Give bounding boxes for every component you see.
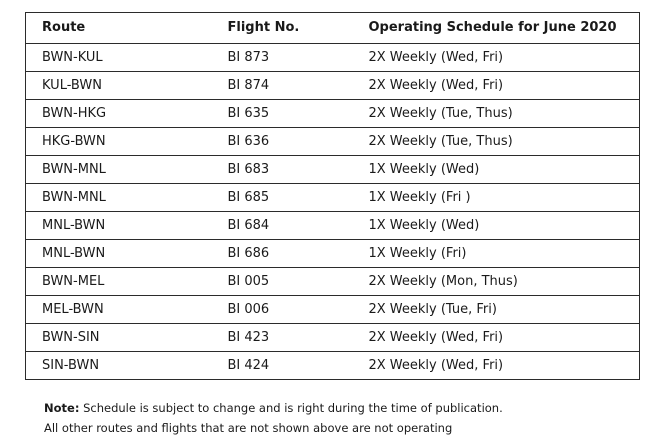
table-row xyxy=(26,184,640,212)
table-row xyxy=(26,100,640,128)
flight-no-cell: BI 423 xyxy=(220,324,365,352)
route-cell: HKG-BWN xyxy=(26,128,220,156)
header-flight-no: Flight No. xyxy=(220,13,365,44)
notes-block xyxy=(44,398,503,438)
route-cell: BWN-MNL xyxy=(26,156,220,184)
route-cell: MNL-BWN xyxy=(26,240,220,268)
note-text: Schedule is subject to change and is right during the time of publication. xyxy=(79,401,503,415)
flight-no-cell: BI 006 xyxy=(220,296,365,324)
route-cell: MNL-BWN xyxy=(26,212,220,240)
flight-no-cell: BI 683 xyxy=(220,156,365,184)
flight-no-cell: BI 685 xyxy=(220,184,365,212)
table-row xyxy=(26,44,640,72)
header-route: Route xyxy=(26,13,220,44)
table-row xyxy=(26,72,640,100)
schedule-cell: 1X Weekly (Fri) xyxy=(365,240,640,268)
schedule-cell: 2X Weekly (Mon, Thus) xyxy=(365,268,640,296)
table-body xyxy=(26,44,640,380)
schedule-cell: 1X Weekly (Wed) xyxy=(365,212,640,240)
schedule-cell: 2X Weekly (Tue, Thus) xyxy=(365,128,640,156)
table-row xyxy=(26,324,640,352)
table-row xyxy=(26,296,640,324)
table-row xyxy=(26,128,640,156)
schedule-cell: 2X Weekly (Tue, Thus) xyxy=(365,100,640,128)
table-row xyxy=(26,268,640,296)
header-operating-schedule: Operating Schedule for June 2020 xyxy=(365,13,640,44)
table-header-row xyxy=(26,13,640,44)
note-line-1 xyxy=(44,398,503,418)
schedule-cell: 2X Weekly (Wed, Fri) xyxy=(365,324,640,352)
table-row xyxy=(26,156,640,184)
note-label: Note: xyxy=(44,401,80,415)
route-cell: BWN-MEL xyxy=(26,268,220,296)
route-cell: KUL-BWN xyxy=(26,72,220,100)
table-row xyxy=(26,212,640,240)
route-cell: BWN-KUL xyxy=(26,44,220,72)
schedule-cell: 2X Weekly (Wed, Fri) xyxy=(365,44,640,72)
schedule-cell: 1X Weekly (Fri ) xyxy=(365,184,640,212)
flight-no-cell: BI 005 xyxy=(220,268,365,296)
flight-no-cell: BI 873 xyxy=(220,44,365,72)
flight-no-cell: BI 684 xyxy=(220,212,365,240)
table-row xyxy=(26,352,640,380)
schedule-cell: 2X Weekly (Wed, Fri) xyxy=(365,72,640,100)
note-line-2: All other routes and flights that are not shown above are not operating xyxy=(44,421,453,435)
flight-no-cell: BI 686 xyxy=(220,240,365,268)
schedule-cell: 1X Weekly (Wed) xyxy=(365,156,640,184)
schedule-cell: 2X Weekly (Wed, Fri) xyxy=(365,352,640,380)
route-cell: BWN-SIN xyxy=(26,324,220,352)
route-cell: BWN-HKG xyxy=(26,100,220,128)
flight-no-cell: BI 636 xyxy=(220,128,365,156)
route-cell: BWN-MNL xyxy=(26,184,220,212)
table-row xyxy=(26,240,640,268)
flight-no-cell: BI 424 xyxy=(220,352,365,380)
route-cell: MEL-BWN xyxy=(26,296,220,324)
flight-no-cell: BI 874 xyxy=(220,72,365,100)
schedule-cell: 2X Weekly (Tue, Fri) xyxy=(365,296,640,324)
route-cell: SIN-BWN xyxy=(26,352,220,380)
flight-no-cell: BI 635 xyxy=(220,100,365,128)
flight-schedule-table xyxy=(25,12,640,380)
